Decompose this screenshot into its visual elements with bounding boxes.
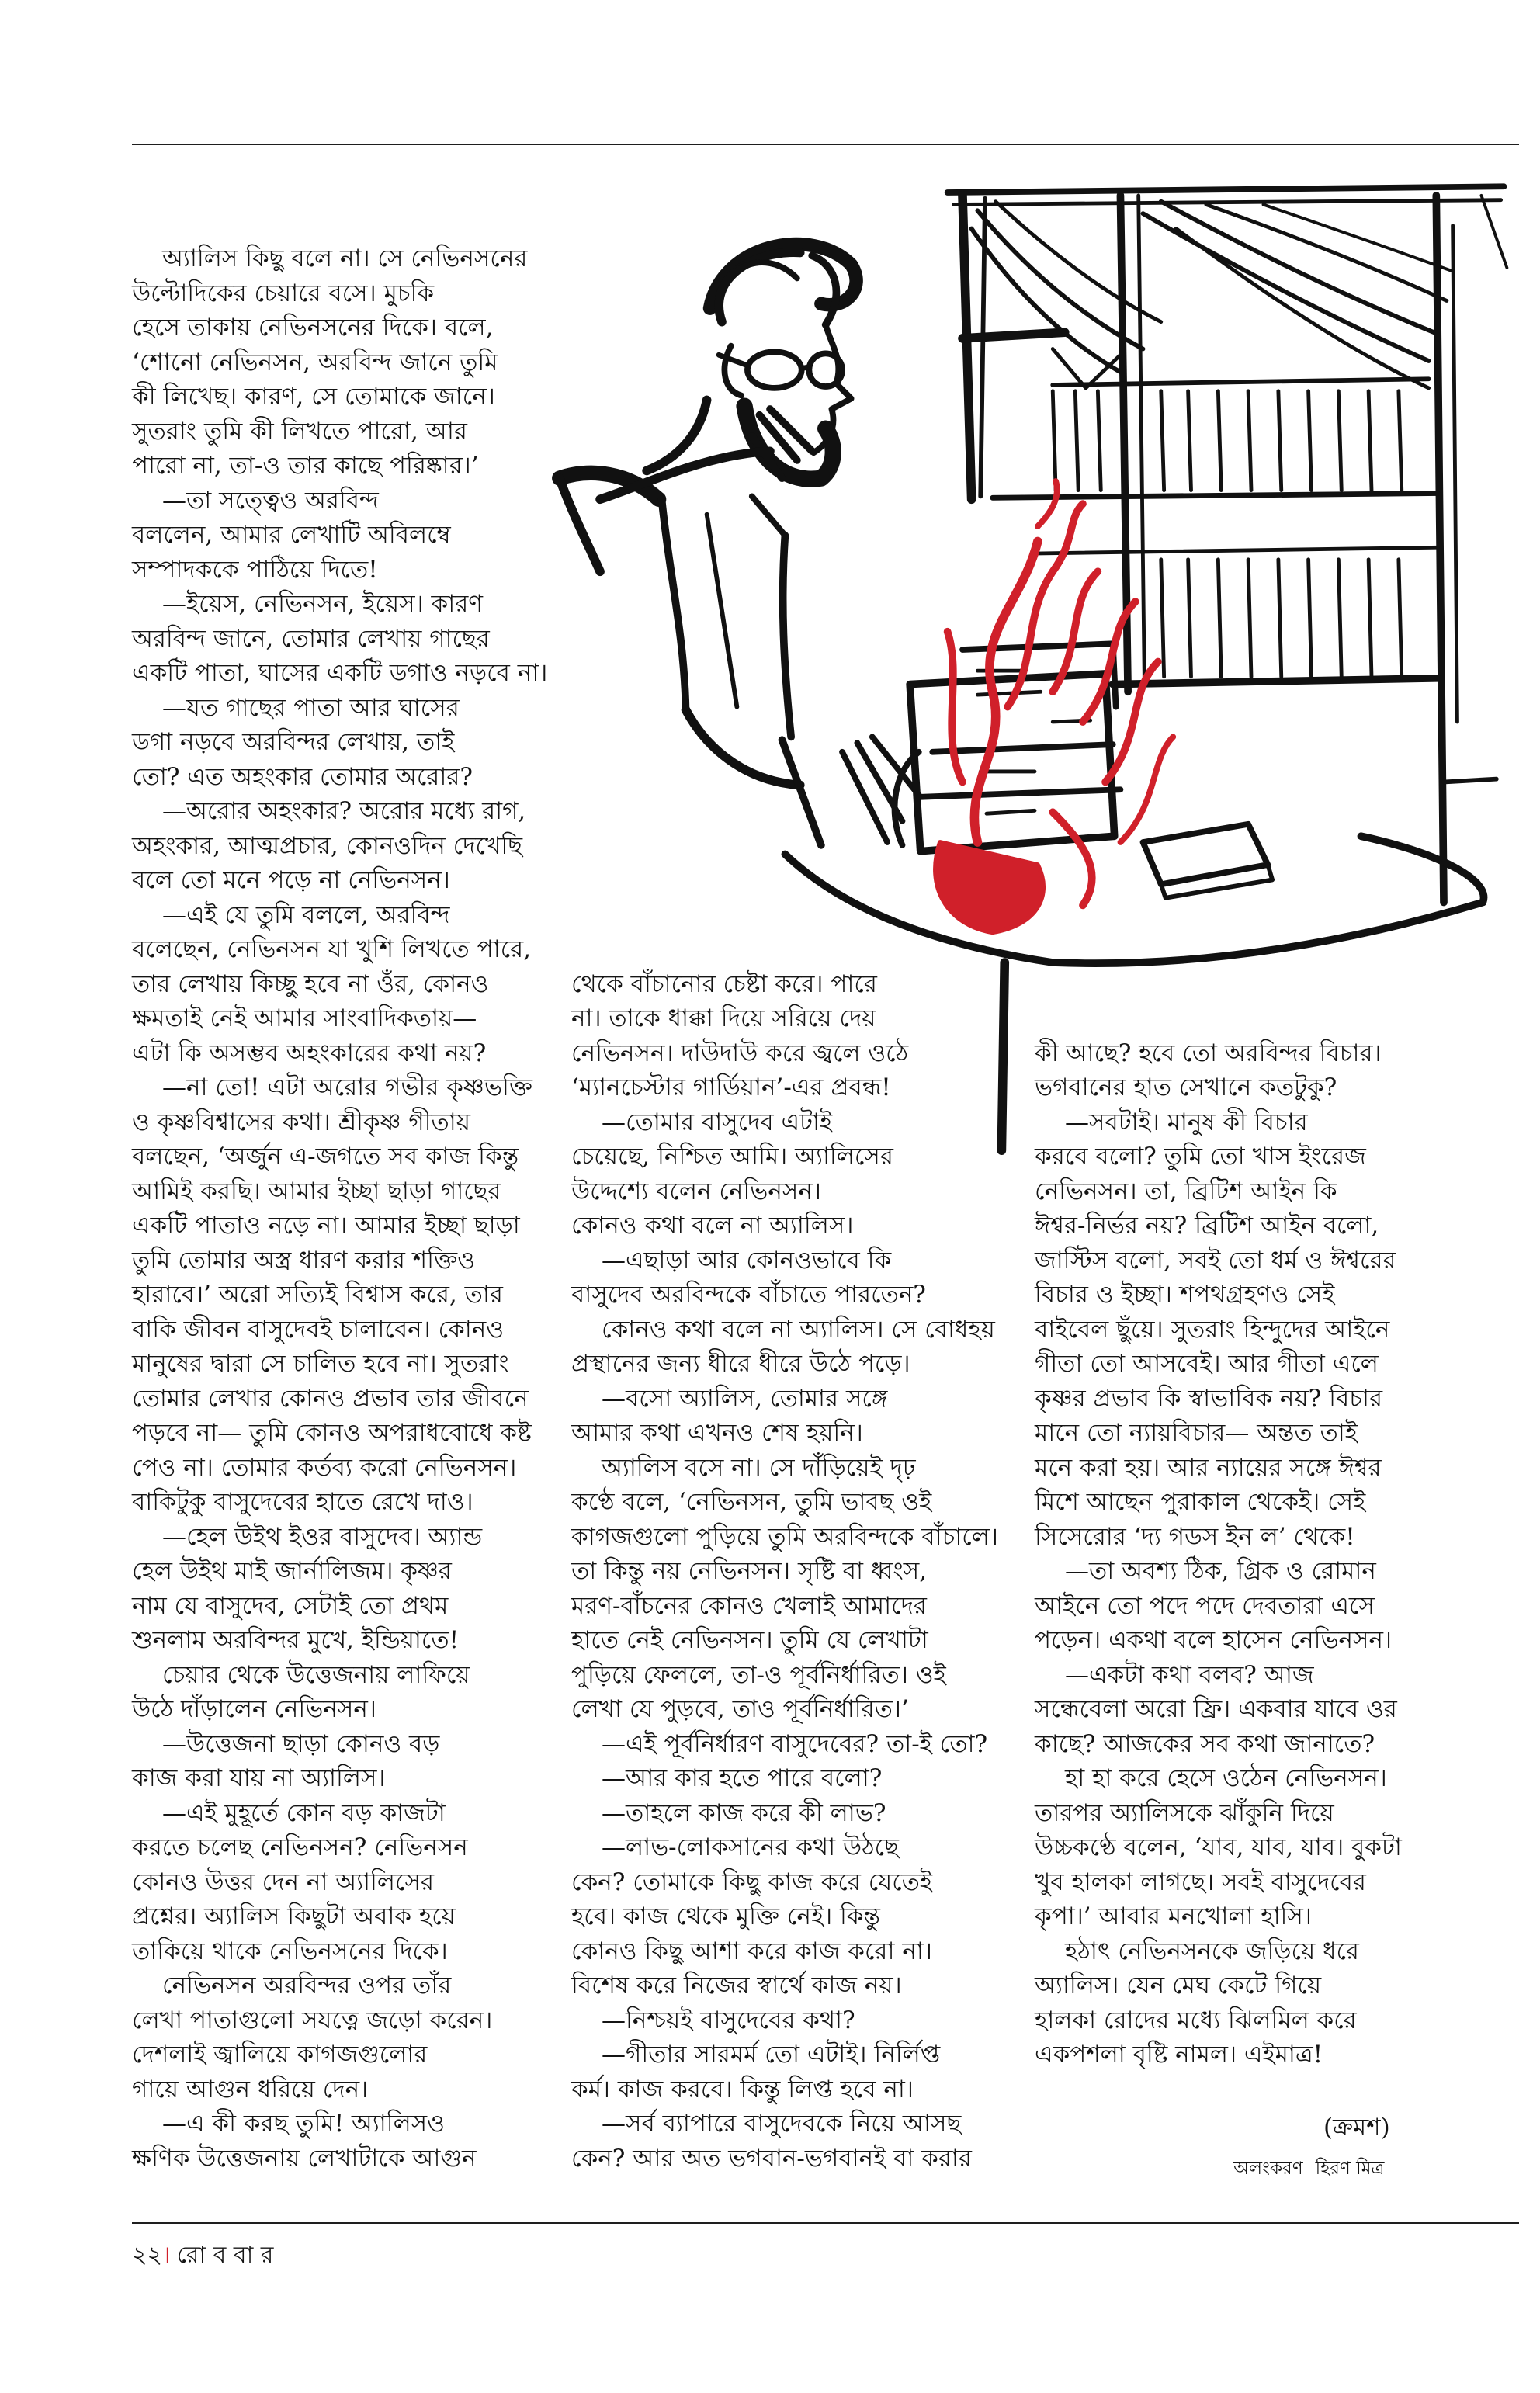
text-line-content: —সর্ব ব্যাপারে বাসুদেবকে নিয়ে আসছ <box>602 2110 962 2138</box>
text-line-content: —যত গাছের পাতা আর ঘাসের <box>162 693 460 722</box>
text-line <box>1035 1727 1519 1762</box>
text-line-content: সুতরাং তুমি কী লিখতে পারো, আর <box>132 417 467 446</box>
text-line-content: কৃপা।’ আবার মনখোলা হাসি। <box>1035 1902 1312 1930</box>
text-line <box>132 794 549 829</box>
bottom-rule <box>132 2222 1519 2224</box>
text-line-content: হালকা রোদের মধ্যে ঝিলমিল করে <box>1035 2006 1357 2034</box>
text-line <box>132 310 549 345</box>
text-line <box>1035 1174 1519 1209</box>
text-line-content: শুনলাম অরবিন্দর মুখে, ইন্ডিয়াতে! <box>132 1626 460 1654</box>
text-line-content: উদ্দেশ্যে বলেন নেভিনসন। <box>571 1177 821 1205</box>
text-line <box>571 967 1014 1002</box>
illustration-credit <box>1233 2156 1384 2181</box>
text-line-content: —লাভ-লোকসানের কথা উঠছে <box>602 1833 899 1861</box>
text-line <box>571 1313 1014 1347</box>
text-line-content: বলছেন, ‘অর্জুন এ-জগতে সব কাজ কিন্তু <box>132 1143 519 1170</box>
text-line <box>132 656 549 691</box>
text-line <box>132 1313 549 1347</box>
text-line-content: —এই যে তুমি বললে, অরবিন্দ <box>162 900 450 929</box>
text-line-content: কেন? তোমাকে কিছু কাজ করে যেতেই <box>571 1868 933 1896</box>
text-line <box>132 863 549 898</box>
text-line <box>132 518 549 553</box>
text-line <box>571 1865 1014 1900</box>
text-line <box>1035 1796 1519 1831</box>
text-line <box>132 1727 549 1762</box>
text-line <box>132 1830 549 1865</box>
text-line <box>1035 1934 1519 1969</box>
text-line <box>571 2038 1014 2072</box>
text-line-content: অ্যালিস কিছু বলে না। সে নেভিনসনের <box>162 245 528 272</box>
text-line <box>132 449 549 484</box>
text-line-content: —তাহলে কাজ করে কী লাভ? <box>602 1798 886 1827</box>
to-be-continued-label: (ক্রমশ) <box>1323 2114 1390 2142</box>
text-line <box>132 2107 549 2142</box>
text-line <box>571 1209 1014 1243</box>
text-line <box>1035 1243 1519 1278</box>
text-line <box>1035 2038 1519 2072</box>
text-line-content: বাসুদেব অরবিন্দকে বাঁচাতে পারতেন? <box>571 1281 926 1309</box>
text-line-content: হারাবে।’ অরো সত্যিই বিশ্বাস করে, তার <box>132 1281 503 1309</box>
text-line-content: এটা কি অসম্ভব অহংকারের কথা নয়? <box>132 1039 487 1067</box>
text-line-content: —গীতার সারমর্ম তো এটাই। নির্লিপ্ত <box>602 2041 941 2069</box>
article-column-3 <box>1035 1036 1519 2072</box>
text-line-content: —উত্তেজনা ছাড়া কোনও বড় <box>162 1729 440 1758</box>
illustration-credit-artist: হিরণ মিত্র <box>1315 2159 1385 2179</box>
papers-drawing <box>895 643 1121 851</box>
text-line-content: পড়বে না— তুমি কোনও অপরাধবোধে কষ্ট <box>132 1419 532 1447</box>
text-line <box>1035 2003 1519 2038</box>
text-line <box>132 380 549 414</box>
text-line <box>132 1520 549 1555</box>
text-line <box>132 1278 549 1313</box>
text-line-content: গীতা তো আসবেই। আর গীতা এলে <box>1035 1350 1379 1378</box>
text-line-content: —হেল উইথ ইওর বাসুদেব। অ্যান্ড <box>162 1522 483 1551</box>
text-line <box>132 1070 549 1105</box>
text-line <box>1035 1382 1519 1417</box>
text-line-content: বলেছেন, নেভিনসন যা খুশি লিখতে পারে, <box>132 935 532 963</box>
text-line-content: হেল উইথ মাই জার্নালিজম। কৃষ্ণর <box>132 1557 452 1585</box>
text-line <box>571 1520 1014 1555</box>
text-line-content: কোনও উত্তর দেন না অ্যালিসের <box>132 1868 435 1896</box>
text-line-content: হঠাৎ নেভিনসনকে জড়িয়ে ধরে <box>1065 1937 1359 1965</box>
text-line-content: সম্পাদককে পাঠিয়ে দিতে! <box>132 555 378 584</box>
text-line-content: হাতে নেই নেভিনসন। তুমি যে লেখাটা <box>571 1626 928 1654</box>
text-line <box>132 1658 549 1693</box>
man-drawing <box>560 245 921 845</box>
text-line-content: তুমি তোমার অস্ত্র ধারণ করার শক্তিও <box>132 1246 475 1275</box>
text-line <box>1035 1968 1519 2003</box>
text-line <box>1035 1589 1519 1624</box>
text-line <box>132 1899 549 1934</box>
text-line-content: কাগজগুলো পুড়িয়ে তুমি অরবিন্দকে বাঁচালে। <box>571 1522 998 1551</box>
text-line-content: —আর কার হতে পারে বলো? <box>602 1764 883 1792</box>
text-line-content: প্রস্থানের জন্য ধীরে ধীরে উঠে পড়ে। <box>571 1350 910 1378</box>
text-line <box>132 1589 549 1624</box>
text-line <box>132 829 549 864</box>
text-line-content: ‘শোনো নেভিনসন, অরবিন্দ জানে তুমি <box>132 348 498 376</box>
text-line <box>571 1416 1014 1451</box>
text-line-content: কেন? আর অত ভগবান-ভগবানই বা করার <box>571 2144 972 2173</box>
text-line <box>132 1451 549 1486</box>
text-line-content: বিশেষ করে নিজের স্বার্থে কাজ নয়। <box>571 1972 902 1999</box>
text-line-content: মানে তো ন্যায়বিচার— অন্তত তাই <box>1035 1419 1358 1447</box>
text-line <box>571 1796 1014 1831</box>
text-line <box>571 1830 1014 1865</box>
text-line-content: বলে তো মনে পড়ে না নেভিনসন। <box>132 866 450 894</box>
text-line-content: করবে বলো? তুমি তো খাস ইংরেজ <box>1035 1143 1366 1170</box>
text-line-content: তা কিন্তু নয় নেভিনসন। সৃষ্টি বা ধ্বংস, <box>571 1557 928 1585</box>
text-line <box>1035 1105 1519 1140</box>
text-line-content: প্রশ্নের। অ্যালিস কিছুটা অবাক হয়ে <box>132 1902 456 1930</box>
text-line-content: ডগা নড়বে অরবিন্দর লেখায়, তাই <box>132 728 455 756</box>
text-line <box>132 1796 549 1831</box>
text-line-content: কর্ম। কাজ করবে। কিন্তু লিপ্ত হবে না। <box>571 2075 914 2103</box>
text-line-content: তোমার লেখার কোনও প্রভাব তার জীবনে <box>132 1384 529 1413</box>
text-line <box>1035 1451 1519 1486</box>
text-line-content: কোনও কথা বলে না অ্যালিস। সে বোধহয় <box>602 1315 995 1344</box>
text-line-content: অ্যালিস। যেন মেঘ কেটে গিয়ে <box>1035 1972 1322 1999</box>
text-line-content: লেখা যে পুড়বে, তাও পূর্বনির্ধারিত।’ <box>571 1695 909 1723</box>
text-line <box>132 1761 549 1796</box>
text-line-content: জাস্টিস বলো, সবই তো ধর্ম ও ঈশ্বরের <box>1035 1246 1396 1275</box>
text-line-content: কী আছে? হবে তো অরবিন্দর বিচার। <box>1035 1039 1382 1067</box>
text-line-content: তার লেখায় কিচ্ছু হবে না ওঁর, কোনও <box>132 969 489 998</box>
text-line <box>132 1105 549 1140</box>
text-line <box>1035 1036 1519 1071</box>
text-line-content: মনে করা হয়। আর ন্যায়ের সঙ্গে ঈশ্বর <box>1035 1453 1382 1482</box>
text-line-content: আমার কথা এখনও শেষ হয়নি। <box>571 1419 863 1447</box>
text-line-content: অরবিন্দ জানে, তোমার লেখায় গাছের <box>132 624 490 653</box>
text-line <box>132 2038 549 2072</box>
text-line-content: নেভিনসন। দাউদাউ করে জ্বলে ওঠে <box>571 1039 909 1067</box>
text-line-content: কী লিখেছ। কারণ, সে তোমাকে জানে। <box>132 383 495 411</box>
text-line <box>571 1278 1014 1313</box>
text-line-content: —এই মুহূর্তে কোন বড় কাজটা <box>162 1798 446 1827</box>
text-line <box>132 1623 549 1658</box>
text-line <box>132 587 549 622</box>
text-line <box>571 1139 1014 1174</box>
text-line <box>132 1934 549 1969</box>
text-line <box>1035 1899 1519 1934</box>
text-line-content: হা হা করে হেসে ওঠেন নেভিনসন। <box>1065 1764 1387 1792</box>
text-line-content: চেয়ার থেকে উত্তেজনায় লাফিয়ে <box>162 1660 470 1689</box>
text-line-content: ভগবানের হাত সেখানে কতটুকু? <box>1035 1073 1337 1101</box>
text-line <box>132 414 549 449</box>
text-line <box>1035 1692 1519 1727</box>
text-line-content: —ইয়েস, নেভিনসন, ইয়েস। কারণ <box>162 590 484 618</box>
text-line-content: অ্যালিস বসে না। সে দাঁড়িয়েই দৃঢ় <box>602 1453 916 1482</box>
text-line <box>132 276 549 311</box>
text-line-content: —অরোর অহংকার? অরোর মধ্যে রাগ, <box>162 797 526 825</box>
text-line-content: —একটা কথা বলব? আজ <box>1065 1660 1314 1689</box>
text-line <box>132 967 549 1002</box>
text-line-content: বাকিটুকু বাসুদেবের হাতে রেখে দাও। <box>132 1488 473 1516</box>
text-line-content: তো? এত অহংকার তোমার অরোর? <box>132 762 473 791</box>
text-line-content: তাকিয়ে থাকে নেভিনসনের দিকে। <box>132 1937 448 1965</box>
text-line <box>132 932 549 967</box>
text-line-content: ‘ম্যানচেস্টার গার্ডিয়ান’-এর প্রবন্ধ! <box>571 1073 891 1101</box>
text-line <box>1035 1485 1519 1520</box>
text-line <box>132 2072 549 2107</box>
text-line <box>132 1209 549 1243</box>
text-line <box>571 1485 1014 1520</box>
text-line-content: —না তো! এটা অরোর গভীর কৃষ্ণভক্তি <box>162 1073 532 1101</box>
text-line-content: হেসে তাকায় নেভিনসনের দিকে। বলে, <box>132 314 494 342</box>
text-line-content: উঠে দাঁড়ালেন নেভিনসন। <box>132 1695 376 1723</box>
text-line-content: হবে। কাজ থেকে মুক্তি নেই। কিন্তু <box>571 1902 880 1930</box>
text-line <box>571 1554 1014 1589</box>
text-line <box>571 1243 1014 1278</box>
text-line-content: মরণ-বাঁচনের কোনও খেলাই আমাদের <box>571 1591 927 1620</box>
text-line-content: উল্টোদিকের চেয়ারে বসে। মুচকি <box>132 279 435 307</box>
text-line-content: উচ্চকণ্ঠে বলেন, ‘যাব, যাব, যাব। বুকটা <box>1035 1833 1402 1861</box>
page-number: ২২ <box>132 2242 163 2269</box>
page-footer <box>132 2239 273 2273</box>
footer-separator: । <box>162 2242 171 2269</box>
text-line <box>1035 1623 1519 1658</box>
text-line-content: সন্ধেবেলা অরো ফ্রি। একবার যাবে ওর <box>1035 1695 1397 1723</box>
text-line <box>571 2107 1014 2142</box>
text-line <box>571 2003 1014 2038</box>
text-line <box>132 622 549 657</box>
text-line <box>1035 1554 1519 1589</box>
text-line-content: পারো না, তা-ও তার কাছে পরিষ্কার।’ <box>132 452 479 480</box>
text-line-content: —এ কী করছ তুমি! অ্যালিসও <box>162 2110 445 2138</box>
text-line-content: মানুষের দ্বারা সে চালিত হবে না। সুতরাং <box>132 1350 509 1378</box>
text-line-content: —তোমার বাসুদেব এটাই <box>602 1108 833 1136</box>
text-line-content: কাছে? আজকের সব কথা জানাতে? <box>1035 1729 1375 1758</box>
text-line-content: থেকে বাঁচানোর চেষ্টা করে। পারে <box>571 969 877 998</box>
text-line <box>571 1382 1014 1417</box>
text-line <box>132 345 549 380</box>
text-line <box>571 1658 1014 1693</box>
text-line <box>132 1382 549 1417</box>
text-line <box>132 1554 549 1589</box>
magazine-name: রো ব বা র <box>176 2242 274 2269</box>
text-line-content: —এই পূর্বনির্ধারণ বাসুদেবের? তা-ই তো? <box>602 1729 988 1758</box>
text-line <box>571 1934 1014 1969</box>
text-line-content: ঈশ্বর-নির্ভর নয়? ব্রিটিশ আইন বলো, <box>1035 1212 1379 1240</box>
text-line-content: নেভিনসন। তা, ব্রিটিশ আইন কি <box>1035 1177 1337 1205</box>
text-line-content: একটি পাতাও নড়ে না। আমার ইচ্ছা ছাড়া <box>132 1212 520 1240</box>
text-line <box>1035 1520 1519 1555</box>
text-line <box>571 1105 1014 1140</box>
text-line <box>1035 1830 1519 1865</box>
text-line <box>1035 1416 1519 1451</box>
text-line <box>132 1243 549 1278</box>
text-line <box>571 1347 1014 1382</box>
text-line-content: —বসো অ্যালিস, তোমার সঙ্গে <box>602 1384 888 1413</box>
text-line-content: অহংকার, আত্মপ্রচার, কোনওদিন দেখেছি <box>132 831 522 860</box>
text-line <box>1035 1209 1519 1243</box>
flames-drawing <box>935 481 1173 932</box>
text-line <box>1035 1865 1519 1900</box>
text-line <box>1035 1070 1519 1105</box>
text-line <box>571 1623 1014 1658</box>
text-line-content: পেও না। তোমার কর্তব্য করো নেভিনসন। <box>132 1453 517 1482</box>
text-line <box>571 1761 1014 1796</box>
text-line-content: খুব হালকা লাগছে। সবই বাসুদেবের <box>1035 1868 1366 1896</box>
text-line-content: দেশলাই জ্বালিয়ে কাগজগুলোর <box>132 2041 428 2069</box>
text-line <box>571 1070 1014 1105</box>
text-line <box>132 1036 549 1071</box>
text-line-content: কোনও কথা বলে না অ্যালিস। <box>571 1212 854 1240</box>
text-line <box>132 1416 549 1451</box>
text-line-content: কৃষ্ণর প্রভাব কি স্বাভাবিক নয়? বিচার <box>1035 1384 1383 1413</box>
text-line-content: আইনে তো পদে পদে দেবতারা এসে <box>1035 1591 1375 1620</box>
text-line-content: বিচার ও ইচ্ছা। শপথগ্রহণও সেই <box>1035 1281 1335 1309</box>
text-line <box>132 1968 549 2003</box>
text-line-content: সিসেরোর ‘দ্য গডস ইন ল’ থেকে! <box>1035 1522 1355 1551</box>
text-line <box>1035 1347 1519 1382</box>
text-line-content: —নিশ্চয়ই বাসুদেবের কথা? <box>602 2006 855 2034</box>
text-line <box>571 1727 1014 1762</box>
text-line-content: নাম যে বাসুদেব, সেটাই তো প্রথম <box>132 1591 449 1620</box>
text-line <box>132 1139 549 1174</box>
text-line <box>132 760 549 795</box>
text-line-content: চেয়েছে, নিশ্চিত আমি। অ্যালিসের <box>571 1143 893 1170</box>
text-line-content: নেভিনসন অরবিন্দর ওপর তাঁর <box>162 1972 452 1999</box>
text-line-content: —সবটাই। মানুষ কী বিচার <box>1065 1108 1308 1136</box>
text-line <box>132 1347 549 1382</box>
text-line-content: গায়ে আগুন ধরিয়ে দেন। <box>132 2075 369 2103</box>
text-line-content: কণ্ঠে বলে, ‘নেভিনসন, তুমি ভাবছ ওই <box>571 1488 932 1516</box>
text-line <box>571 2072 1014 2107</box>
text-line <box>571 1589 1014 1624</box>
text-line-content: —তা অবশ্য ঠিক, গ্রিক ও রোমান <box>1065 1557 1376 1585</box>
text-line <box>132 898 549 933</box>
text-line-content: করতে চলেছ নেভিনসন? নেভিনসন <box>132 1833 468 1861</box>
text-line-content: ক্ষণিক উত্তেজনায় লেখাটাকে আগুন <box>132 2144 477 2173</box>
text-line <box>571 1968 1014 2003</box>
text-line <box>132 2003 549 2038</box>
text-line <box>132 1174 549 1209</box>
text-line-content: কাজ করা যায় না অ্যালিস। <box>132 1764 386 1792</box>
text-line-content: না। তাকে ধাক্কা দিয়ে সরিয়ে দেয় <box>571 1004 876 1032</box>
article-column-2 <box>571 967 1014 2176</box>
text-line <box>132 1485 549 1520</box>
text-line <box>132 553 549 588</box>
text-line-content: বাইবেল ছুঁয়ে। সুতরাং হিন্দুদের আইনে <box>1035 1315 1390 1344</box>
text-line-content: লেখা পাতাগুলো সযত্নে জড়ো করেন। <box>132 2006 493 2034</box>
text-line-content: পুড়িয়ে ফেললে, তা-ও পূর্বনির্ধারিত। ওই <box>571 1660 946 1689</box>
illustration-credit-label: অলংকরণ <box>1233 2159 1303 2179</box>
text-line-content: তারপর অ্যালিসকে ঝাঁকুনি দিয়ে <box>1035 1798 1334 1827</box>
text-line <box>132 1001 549 1036</box>
text-line-content: বাকি জীবন বাসুদেবই চালাবেন। কোনও <box>132 1315 505 1344</box>
text-line-content: মিশে আছেন পুরাকাল থেকেই। সেই <box>1035 1488 1366 1516</box>
text-line-content: —তা সত্ত্বেও অরবিন্দ <box>162 486 379 515</box>
text-line <box>1035 1658 1519 1693</box>
text-line-content: আমিই করছি। আমার ইচ্ছা ছাড়া গাছের <box>132 1177 501 1205</box>
text-line-content: একপশলা বৃষ্টি নামল। এইমাত্র! <box>1035 2041 1323 2069</box>
text-line <box>132 1692 549 1727</box>
text-line <box>571 2142 1014 2176</box>
text-line-content: কোনও কিছু আশা করে কাজ করো না। <box>571 1937 932 1965</box>
text-line <box>132 1865 549 1900</box>
text-line <box>132 2142 549 2176</box>
top-rule <box>132 144 1519 145</box>
text-line-content: ও কৃষ্ণবিশ্বাসের কথা। শ্রীকৃষ্ণ গীতায় <box>132 1108 471 1136</box>
text-line <box>1035 1139 1519 1174</box>
text-line <box>571 1174 1014 1209</box>
text-line <box>1035 1761 1519 1796</box>
text-line <box>132 725 549 760</box>
article-column-1 <box>132 241 549 2176</box>
text-line-content: —এছাড়া আর কোনওভাবে কি <box>602 1246 892 1275</box>
text-line <box>132 691 549 726</box>
text-line <box>571 1692 1014 1727</box>
text-line <box>132 241 549 276</box>
text-line-content: একটি পাতা, ঘাসের একটি ডগাও নড়বে না। <box>132 659 548 687</box>
text-line <box>132 484 549 518</box>
text-line <box>571 1036 1014 1071</box>
text-line-content: বললেন, আমার লেখাটি অবিলম্বে <box>132 521 451 549</box>
text-line <box>571 1001 1014 1036</box>
text-line <box>1035 1313 1519 1347</box>
text-line <box>1035 1278 1519 1313</box>
text-line-content: ক্ষমতাই নেই আমার সাংবাদিকতায়— <box>132 1004 477 1032</box>
text-line-content: পড়েন। একথা বলে হাসেন নেভিনসন। <box>1035 1626 1393 1654</box>
window-curtain-drawing <box>948 186 1507 902</box>
text-line <box>571 1899 1014 1934</box>
text-line <box>571 1451 1014 1486</box>
